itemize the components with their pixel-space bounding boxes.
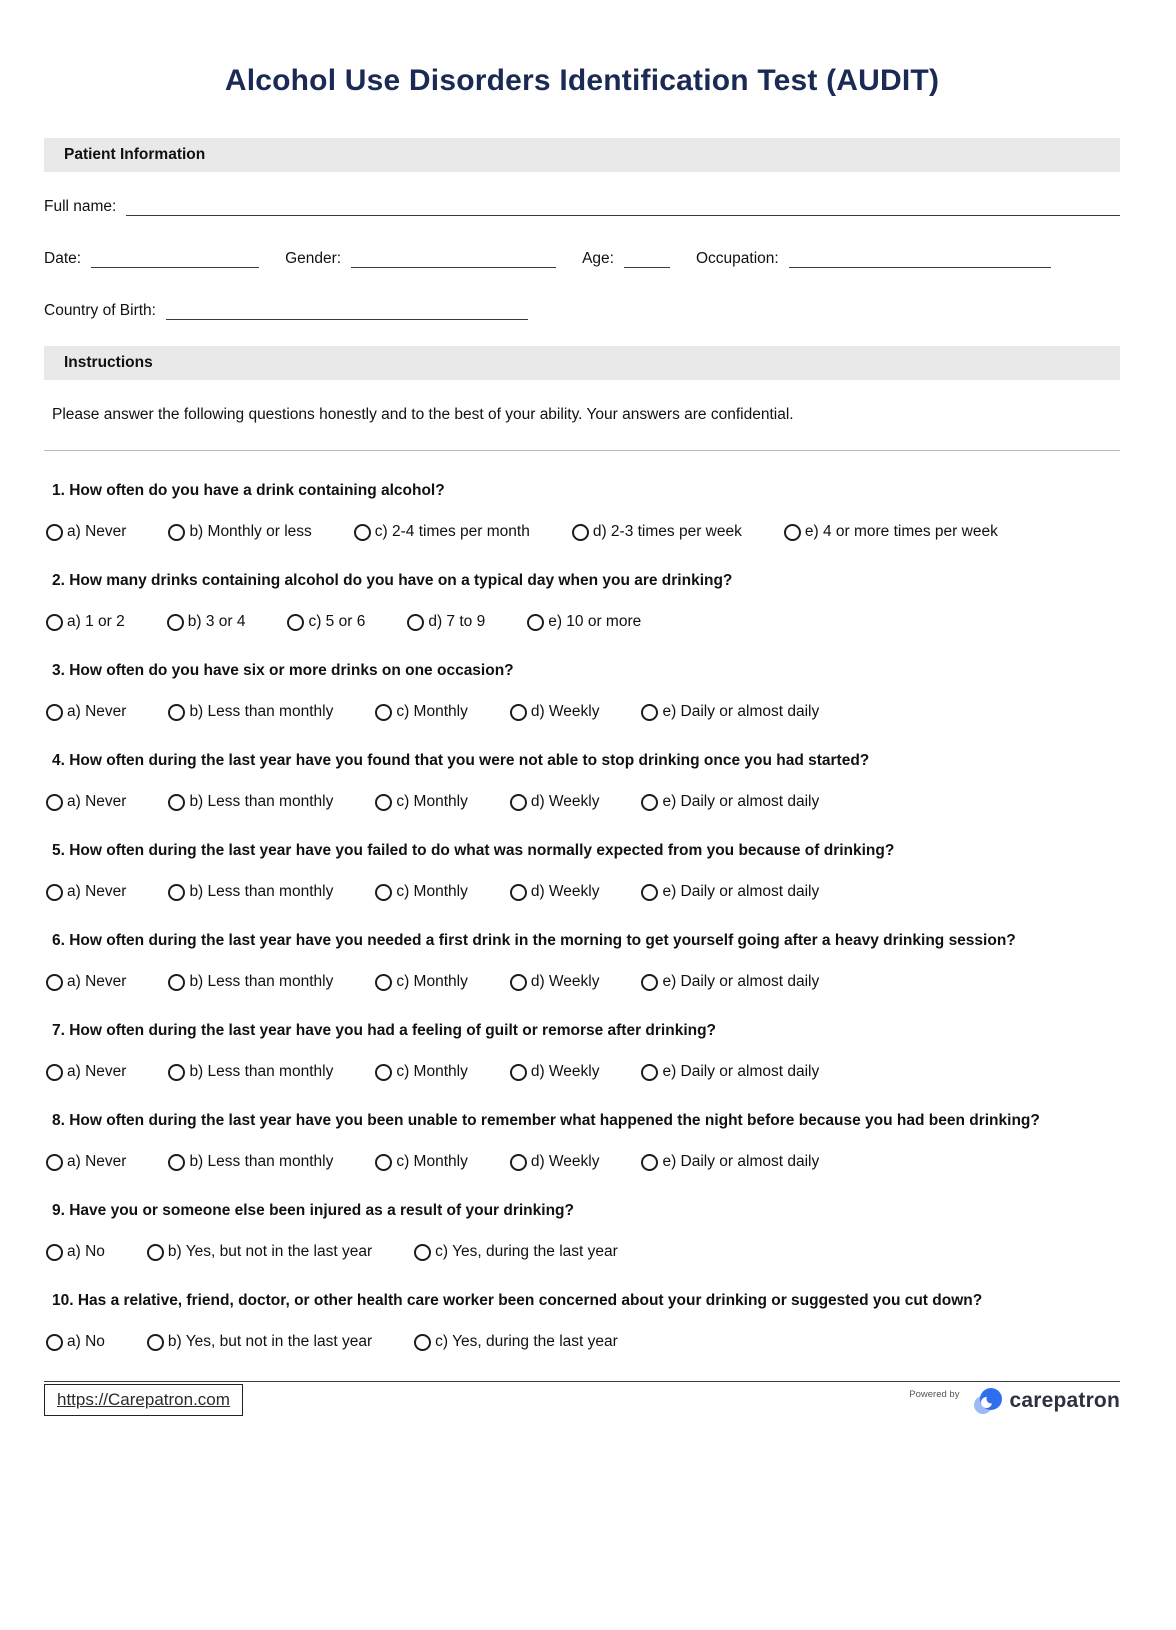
options-row bbox=[44, 1333, 1120, 1351]
radio-option[interactable] bbox=[147, 1243, 372, 1261]
radio-option[interactable] bbox=[375, 1153, 468, 1171]
radio-option-label: c) 2-4 times per month bbox=[374, 523, 530, 541]
options-row bbox=[44, 1243, 1120, 1261]
radio-option[interactable] bbox=[510, 793, 600, 811]
question-block bbox=[44, 659, 1120, 721]
radio-option-label: a) Never bbox=[67, 523, 127, 541]
radio-button[interactable] bbox=[168, 884, 185, 901]
section-header-instructions: Instructions bbox=[44, 346, 1120, 380]
radio-option[interactable] bbox=[168, 703, 333, 721]
radio-button[interactable] bbox=[375, 1154, 392, 1171]
radio-option[interactable] bbox=[641, 1153, 819, 1171]
radio-button[interactable] bbox=[168, 1064, 185, 1081]
radio-option[interactable] bbox=[168, 1063, 333, 1081]
question-block bbox=[44, 1019, 1120, 1081]
question-block bbox=[44, 1199, 1120, 1261]
radio-option[interactable] bbox=[641, 973, 819, 991]
question-text: 2. How many drinks containing alcohol do you have on a typical day when you are drinking? bbox=[52, 572, 733, 590]
age-label: Age: bbox=[582, 250, 614, 267]
date-gender-age-occupation-row bbox=[44, 250, 1120, 268]
radio-button[interactable] bbox=[168, 974, 185, 991]
radio-option-label: c) Monthly bbox=[396, 793, 468, 811]
radio-option-label: e) Daily or almost daily bbox=[662, 1063, 820, 1081]
radio-button[interactable] bbox=[168, 704, 185, 721]
radio-option-label: c) 5 or 6 bbox=[308, 613, 366, 631]
radio-option-label: d) 7 to 9 bbox=[428, 613, 486, 631]
radio-button[interactable] bbox=[168, 794, 185, 811]
radio-button[interactable] bbox=[572, 524, 589, 541]
radio-button[interactable] bbox=[46, 884, 63, 901]
radio-option[interactable] bbox=[510, 1153, 600, 1171]
occupation-field[interactable] bbox=[789, 250, 1051, 268]
question-text: 1. How often do you have a drink containing alcohol? bbox=[52, 482, 445, 499]
radio-option[interactable] bbox=[46, 973, 126, 991]
question-text: 9. Have you or someone else been injured as a result of your drinking? bbox=[52, 1202, 574, 1220]
radio-option-label: b) Yes, but not in the last year bbox=[167, 1333, 373, 1351]
radio-option-label: c) Monthly bbox=[396, 703, 468, 721]
radio-option[interactable] bbox=[510, 883, 600, 901]
radio-button[interactable] bbox=[375, 1064, 392, 1081]
radio-button[interactable] bbox=[375, 794, 392, 811]
radio-option[interactable] bbox=[572, 523, 742, 541]
radio-button[interactable] bbox=[510, 794, 527, 811]
radio-option-label: a) Never bbox=[67, 883, 127, 901]
radio-option[interactable] bbox=[414, 1333, 618, 1351]
options-row bbox=[44, 1063, 1120, 1081]
radio-option-label: d) Weekly bbox=[530, 973, 600, 991]
options-row bbox=[44, 883, 1120, 901]
radio-button[interactable] bbox=[407, 614, 424, 631]
radio-button[interactable] bbox=[641, 704, 658, 721]
section-header-patient-information: Patient Information bbox=[44, 138, 1120, 172]
radio-option-label: d) Weekly bbox=[530, 1063, 600, 1081]
radio-option-label: c) Monthly bbox=[396, 1153, 468, 1171]
divider bbox=[44, 450, 1120, 451]
date-field[interactable] bbox=[91, 250, 259, 268]
carepatron-link[interactable]: https://Carepatron.com bbox=[44, 1384, 243, 1416]
radio-option[interactable] bbox=[375, 703, 468, 721]
radio-option-label: a) Never bbox=[67, 1063, 127, 1081]
question-text: 7. How often during the last year have you had a feeling of guilt or remorse after drinking? bbox=[52, 1022, 717, 1040]
radio-option[interactable] bbox=[46, 703, 126, 721]
radio-option-label: b) Monthly or less bbox=[189, 523, 312, 541]
radio-option[interactable] bbox=[510, 973, 600, 991]
radio-option-label: c) Yes, during the last year bbox=[435, 1243, 618, 1261]
country-of-birth-label: Country of Birth: bbox=[44, 302, 156, 319]
full-name-label: Full name: bbox=[44, 198, 117, 215]
radio-option-label: e) Daily or almost daily bbox=[662, 793, 820, 811]
radio-button[interactable] bbox=[375, 974, 392, 991]
full-name-field[interactable] bbox=[126, 198, 1120, 216]
radio-option[interactable] bbox=[168, 973, 333, 991]
radio-option-label: b) Yes, but not in the last year bbox=[167, 1243, 373, 1261]
country-of-birth-row bbox=[44, 302, 1120, 320]
radio-option[interactable] bbox=[354, 523, 530, 541]
question-text: 3. How often do you have six or more drinks on one occasion? bbox=[52, 662, 514, 680]
question-block bbox=[44, 569, 1120, 631]
radio-option[interactable] bbox=[167, 613, 246, 631]
radio-button[interactable] bbox=[354, 524, 371, 541]
radio-option[interactable] bbox=[641, 1063, 819, 1081]
radio-button[interactable] bbox=[167, 614, 184, 631]
radio-button[interactable] bbox=[414, 1244, 431, 1261]
question-text: 10. Has a relative, friend, doctor, or other health care worker been concerned about your drinking or suggested you cut down? bbox=[52, 1292, 983, 1310]
radio-option-label: e) Daily or almost daily bbox=[662, 703, 820, 721]
radio-option[interactable] bbox=[168, 793, 333, 811]
radio-button[interactable] bbox=[168, 1154, 185, 1171]
question-block bbox=[44, 749, 1120, 811]
radio-option[interactable] bbox=[147, 1333, 372, 1351]
question-block bbox=[44, 1109, 1120, 1171]
radio-option-label: b) Less than monthly bbox=[189, 703, 334, 721]
options-row bbox=[44, 703, 1120, 721]
age-field[interactable] bbox=[624, 250, 670, 268]
question-block bbox=[44, 929, 1120, 991]
radio-button[interactable] bbox=[46, 1154, 63, 1171]
radio-option[interactable] bbox=[375, 973, 468, 991]
radio-button[interactable] bbox=[46, 1244, 63, 1261]
radio-option-label: d) Weekly bbox=[530, 1153, 600, 1171]
radio-option-label: e) 4 or more times per week bbox=[804, 523, 998, 541]
radio-option[interactable] bbox=[46, 613, 125, 631]
radio-option[interactable] bbox=[168, 883, 333, 901]
radio-option-label: a) No bbox=[67, 1243, 105, 1261]
radio-option-label: c) Yes, during the last year bbox=[435, 1333, 618, 1351]
radio-button[interactable] bbox=[46, 614, 63, 631]
radio-option-label: a) 1 or 2 bbox=[67, 613, 125, 631]
radio-option-label: d) Weekly bbox=[530, 703, 600, 721]
radio-button[interactable] bbox=[641, 794, 658, 811]
radio-option-label: b) Less than monthly bbox=[189, 1153, 334, 1171]
radio-button[interactable] bbox=[46, 704, 63, 721]
radio-option-label: e) 10 or more bbox=[548, 613, 642, 631]
radio-option-label: b) Less than monthly bbox=[189, 973, 334, 991]
radio-option-label: c) Monthly bbox=[396, 973, 468, 991]
radio-option[interactable] bbox=[641, 793, 819, 811]
radio-option-label: b) Less than monthly bbox=[189, 883, 334, 901]
page-title: Alcohol Use Disorders Identification Test (AUDIT) bbox=[224, 64, 940, 97]
radio-button[interactable] bbox=[147, 1334, 164, 1351]
radio-option-label: a) Never bbox=[67, 1153, 127, 1171]
radio-option-label: d) 2-3 times per week bbox=[592, 523, 742, 541]
radio-button[interactable] bbox=[46, 794, 63, 811]
question-block bbox=[44, 839, 1120, 901]
question-text: 5. How often during the last year have you failed to do what was normally expected from you because of drinking? bbox=[52, 842, 895, 860]
radio-option-label: c) Monthly bbox=[396, 1063, 468, 1081]
question-text: 4. How often during the last year have you found that you were not able to stop drinking once you had started? bbox=[52, 752, 870, 770]
radio-option[interactable] bbox=[46, 793, 126, 811]
radio-button[interactable] bbox=[641, 884, 658, 901]
radio-option[interactable] bbox=[641, 703, 819, 721]
radio-option[interactable] bbox=[287, 613, 365, 631]
radio-button[interactable] bbox=[147, 1244, 164, 1261]
radio-button[interactable] bbox=[46, 524, 63, 541]
radio-option[interactable] bbox=[375, 883, 468, 901]
radio-option-label: a) Never bbox=[67, 703, 127, 721]
radio-option[interactable] bbox=[527, 613, 641, 631]
radio-button[interactable] bbox=[784, 524, 801, 541]
radio-button[interactable] bbox=[287, 614, 304, 631]
options-row bbox=[44, 793, 1120, 811]
radio-button[interactable] bbox=[510, 884, 527, 901]
radio-button[interactable] bbox=[641, 1154, 658, 1171]
brand-area bbox=[909, 1386, 1120, 1416]
radio-option[interactable] bbox=[407, 613, 485, 631]
radio-option-label: d) Weekly bbox=[530, 793, 600, 811]
occupation-label: Occupation: bbox=[695, 250, 779, 267]
radio-option-label: e) Daily or almost daily bbox=[662, 973, 820, 991]
radio-option-label: b) Less than monthly bbox=[189, 1063, 334, 1081]
brand-name: carepatron bbox=[1009, 1389, 1120, 1413]
radio-button[interactable] bbox=[375, 704, 392, 721]
radio-option-label: d) Weekly bbox=[530, 883, 600, 901]
radio-option[interactable] bbox=[46, 523, 126, 541]
options-row bbox=[44, 1153, 1120, 1171]
date-label: Date: bbox=[44, 250, 82, 267]
radio-button[interactable] bbox=[510, 974, 527, 991]
full-name-row bbox=[44, 198, 1120, 216]
radio-button[interactable] bbox=[414, 1334, 431, 1351]
country-of-birth-field[interactable] bbox=[166, 302, 528, 320]
radio-option[interactable] bbox=[784, 523, 998, 541]
radio-button[interactable] bbox=[510, 1064, 527, 1081]
question-block bbox=[44, 1289, 1120, 1351]
radio-button[interactable] bbox=[46, 1334, 63, 1351]
gender-field[interactable] bbox=[351, 250, 556, 268]
radio-option[interactable] bbox=[46, 1243, 105, 1261]
radio-option[interactable] bbox=[641, 883, 819, 901]
options-row bbox=[44, 973, 1120, 991]
question-text: 6. How often during the last year have you needed a first drink in the morning to get yourself going after a heavy drinking session? bbox=[52, 932, 1016, 950]
radio-button[interactable] bbox=[641, 1064, 658, 1081]
radio-option[interactable] bbox=[46, 1153, 126, 1171]
radio-option[interactable] bbox=[414, 1243, 618, 1261]
radio-option-label: a) Never bbox=[67, 793, 127, 811]
radio-button[interactable] bbox=[375, 884, 392, 901]
radio-option[interactable] bbox=[46, 883, 126, 901]
options-row bbox=[44, 613, 1120, 631]
radio-button[interactable] bbox=[641, 974, 658, 991]
powered-by-label: Powered by bbox=[909, 1388, 960, 1400]
radio-option-label: e) Daily or almost daily bbox=[662, 1153, 820, 1171]
radio-button[interactable] bbox=[510, 704, 527, 721]
carepatron-logo-icon bbox=[973, 1386, 1003, 1416]
gender-label: Gender: bbox=[285, 250, 342, 267]
radio-button[interactable] bbox=[46, 1064, 63, 1081]
radio-option-label: a) No bbox=[67, 1333, 105, 1351]
radio-option[interactable] bbox=[375, 793, 468, 811]
radio-button[interactable] bbox=[46, 974, 63, 991]
radio-option[interactable] bbox=[168, 523, 311, 541]
footer bbox=[44, 1381, 1120, 1416]
radio-option-label: e) Daily or almost daily bbox=[662, 883, 820, 901]
radio-option[interactable] bbox=[46, 1063, 126, 1081]
question-text: 8. How often during the last year have you been unable to remember what happened the night before because you had been drinking? bbox=[52, 1112, 1040, 1130]
radio-button[interactable] bbox=[527, 614, 544, 631]
radio-option[interactable] bbox=[375, 1063, 468, 1081]
radio-option-label: a) Never bbox=[67, 973, 127, 991]
question-block bbox=[44, 479, 1120, 541]
radio-option[interactable] bbox=[510, 703, 600, 721]
questions bbox=[44, 479, 1120, 1351]
radio-option-label: b) 3 or 4 bbox=[187, 613, 246, 631]
radio-option[interactable] bbox=[46, 1333, 105, 1351]
radio-option[interactable] bbox=[168, 1153, 333, 1171]
instructions-text: Please answer the following questions honestly and to the best of your ability. Your answers are confidential. bbox=[52, 406, 794, 423]
radio-button[interactable] bbox=[168, 524, 185, 541]
options-row bbox=[44, 523, 1120, 541]
radio-option-label: c) Monthly bbox=[396, 883, 468, 901]
radio-option[interactable] bbox=[510, 1063, 600, 1081]
radio-option-label: b) Less than monthly bbox=[189, 793, 334, 811]
radio-button[interactable] bbox=[510, 1154, 527, 1171]
